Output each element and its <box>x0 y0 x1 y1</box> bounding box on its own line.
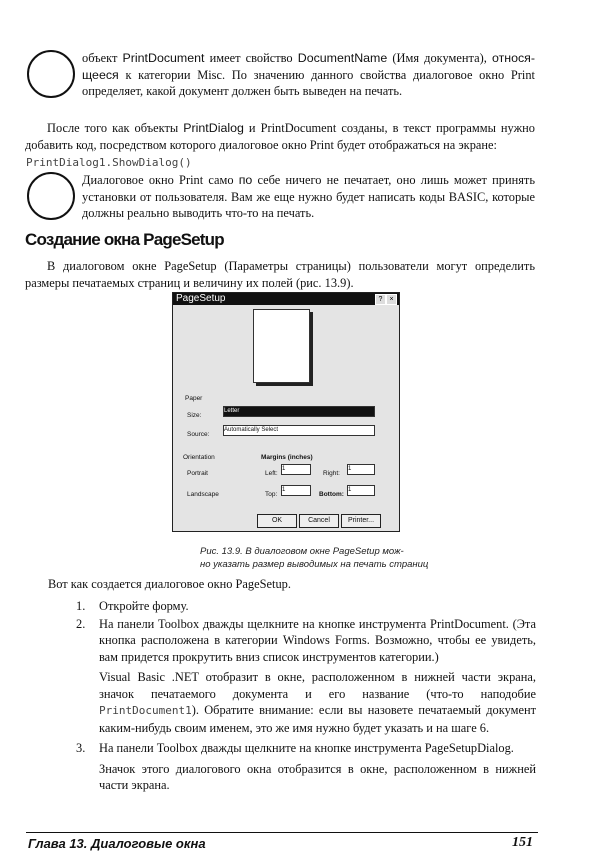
figure-caption <box>200 545 428 571</box>
margins-label: Margins (inches) <box>261 454 313 461</box>
page-preview <box>253 309 310 383</box>
step-subtext <box>99 669 536 736</box>
term: PrintDocument <box>122 51 205 65</box>
help-button: ? <box>375 294 386 305</box>
left-field: 1 <box>281 464 311 475</box>
right-field: 1 <box>347 464 375 475</box>
step-subtext: Значок этого диалогового окна отобразится в окне, расположенном в нижней части экрана. <box>99 761 536 792</box>
text: к категории Misc. По значению данного свойства диалоговое окно Print определяет, какой документ должен быть выведен на печать. <box>82 67 535 98</box>
list-item <box>76 598 536 615</box>
footer-rule <box>26 832 538 833</box>
paragraph: Вот как создается диалоговое окно PageSetup. <box>48 577 291 591</box>
portrait-radio: Portrait <box>187 470 208 477</box>
step-text: На панели Toolbox дважды щелкните на кнопке инструмента PageSetupDialog. <box>99 741 514 755</box>
close-button: × <box>386 294 397 305</box>
text: После того как объекты <box>47 121 184 135</box>
step-text: На панели Toolbox дважды щелкните на кнопке инструмента PrintDocument. (Эта кнопка расположена в категории Windows Forms. Возможно, чтобы ее увидеть, вам придется прокрутить вниз список инструментов категории.) <box>99 616 536 664</box>
top-label: Top: <box>265 491 278 498</box>
caption-line: но указать размер выводимых на печать страниц <box>200 559 429 570</box>
bottom-label: Bottom: <box>319 491 344 498</box>
left-label: Left: <box>265 470 278 477</box>
landscape-radio: Landscape <box>187 491 219 498</box>
step-text: Откройте форму. <box>99 599 189 613</box>
top-field: 1 <box>281 485 311 496</box>
paper-label: Paper <box>185 395 203 402</box>
code-line: PrintDialog1.ShowDialog() <box>26 156 192 169</box>
term: PrintDialog <box>183 121 244 135</box>
size-select: Letter <box>223 406 375 417</box>
chapter-title: Глава 13. Диалоговые окна <box>28 836 206 851</box>
caption-line: Рис. 13.9. В диалоговом окне PageSetup мож- <box>200 546 404 557</box>
orientation-label: Orientation <box>183 454 215 461</box>
step-number: 1. <box>76 599 86 613</box>
list-item <box>76 740 536 794</box>
remember-icon <box>27 172 75 220</box>
tech-note <box>82 50 535 100</box>
paragraph <box>25 120 535 153</box>
text: объект <box>82 51 123 65</box>
printer-button: Printer... <box>341 514 381 528</box>
technical-details-icon <box>27 50 75 98</box>
section-heading: Создание окна PageSetup <box>25 230 224 249</box>
dialog-title: PageSetup <box>173 293 399 305</box>
source-select: Automatically Select <box>223 425 375 436</box>
size-label: Size: <box>187 412 202 419</box>
step-number: 2. <box>76 616 86 631</box>
code: PrintDocument1 <box>99 704 192 717</box>
cancel-button: Cancel <box>299 514 339 528</box>
paragraph: В диалоговом окне PageSetup (Параметры страницы) пользователи могут определить размеры печатаемых страниц и величину их полей (рис. 13.9). <box>25 259 535 290</box>
remember-note <box>82 172 535 222</box>
ok-button: OK <box>257 514 297 528</box>
text: и PrintDocument созданы, в текст программы нужно добавить код, посредством которого диалоговое окно Print будет отображаться на экране: <box>25 121 535 152</box>
term: DocumentName <box>297 51 388 65</box>
page-setup-dialog-figure <box>172 292 400 532</box>
text: по <box>238 173 253 187</box>
text: Visual Basic .NET отобразит в окне, расположенном в нижней части экрана, значок печатаемого документа и его название (что-то наподобие <box>99 670 536 701</box>
text: Диалоговое окно Print само <box>82 173 239 187</box>
text: относя-щееся <box>82 51 536 82</box>
bottom-field: 1 <box>347 485 375 496</box>
right-label: Right: <box>323 470 340 477</box>
text: (Имя документа), <box>387 51 492 65</box>
list-item <box>76 616 536 737</box>
text: имеет свойство <box>204 51 298 65</box>
source-label: Source: <box>187 431 210 438</box>
step-number: 3. <box>76 741 86 755</box>
page-number: 151 <box>512 835 533 850</box>
text: ). Обратите внимание: если вы назовете печатаемый документ каким-нибудь своим именем, это же имя нужно будет указать и на шаге 6. <box>99 703 536 735</box>
steps-list <box>76 598 536 794</box>
text: себе ничего не печатает, оно лишь может принять установки от пользователя. Вам же еще нужно будет написать коды BASIC, которые должны реально выводить что-то на печать. <box>82 173 535 220</box>
